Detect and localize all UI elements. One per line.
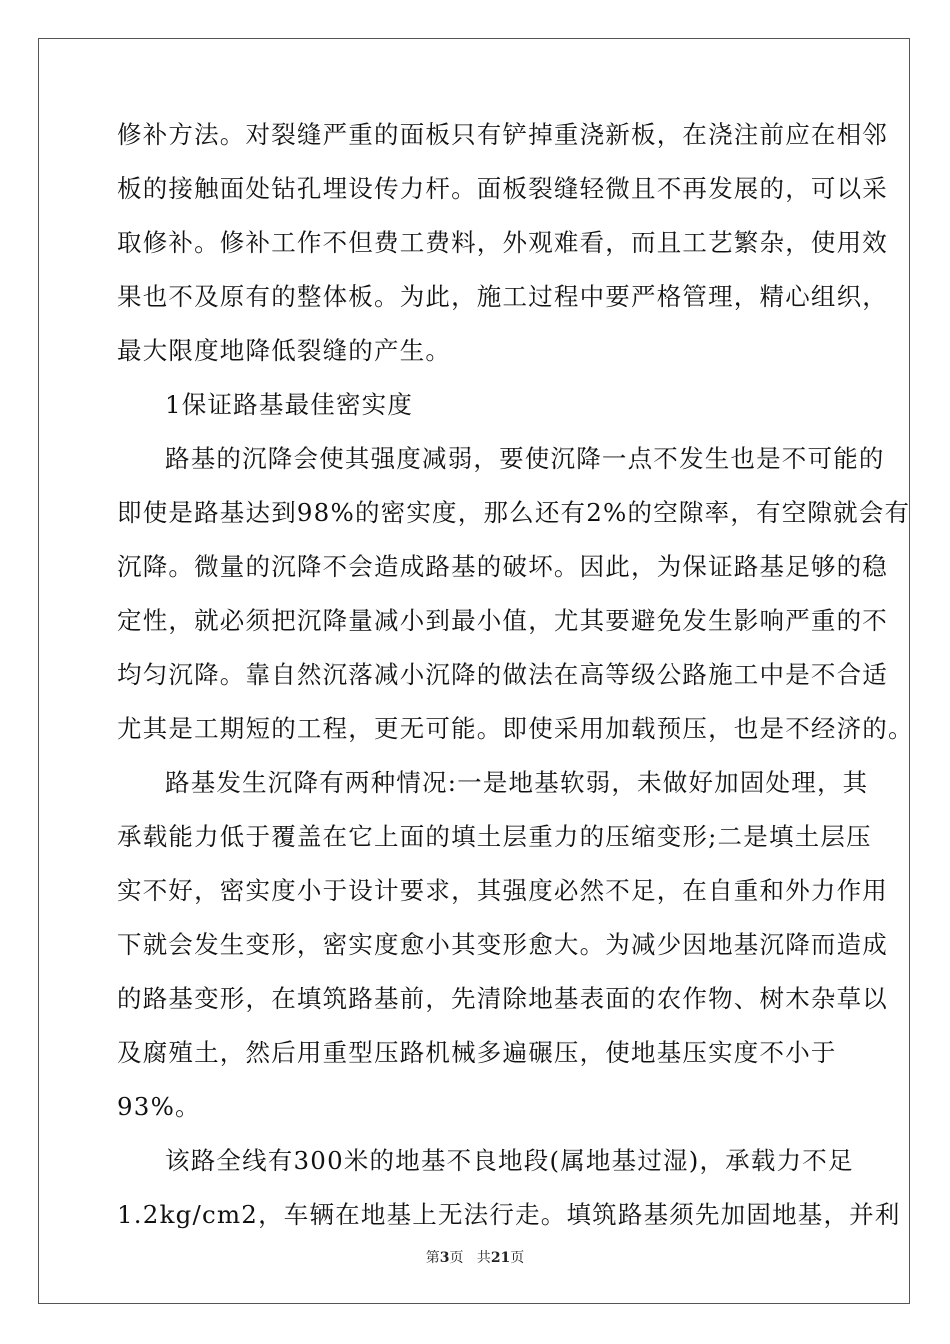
text-line-19: 93%。 xyxy=(117,1092,201,1121)
text-line-18: 及腐殖土，然后用重型压路机械多遍碾压，使地基压实度不小于 xyxy=(117,1038,837,1067)
page-footer xyxy=(0,1249,950,1267)
document-body xyxy=(117,120,914,1254)
total-pages: 21 xyxy=(490,1250,511,1266)
text-line-5: 最大限度地降低裂缝的产生。 xyxy=(117,336,452,365)
section-heading: 1保证路基最佳密实度 xyxy=(165,390,414,419)
text-line-14: 承载能力低于覆盖在它上面的填土层重力的压缩变形;二是填土层压 xyxy=(117,822,872,851)
text-line-15: 实不好，密实度小于设计要求，其强度必然不足，在自重和外力作用 xyxy=(117,876,888,905)
page-number: 3 xyxy=(439,1250,450,1266)
text-line-3: 取修补。修补工作不但费工费料，外观难看，而且工艺繁杂，使用效 xyxy=(117,228,888,257)
total-prefix: 共 xyxy=(476,1250,491,1266)
text-line-9: 沉降。微量的沉降不会造成路基的破坏。因此，为保证路基足够的稳 xyxy=(117,552,888,581)
text-line-2: 板的接触面处钻孔埋设传力杆。面板裂缝轻微且不再发展的，可以采 xyxy=(117,174,888,203)
page-suffix: 页 xyxy=(449,1250,464,1266)
text-line-10: 定性，就必须把沉降量减小到最小值，尤其要避免发生影响严重的不 xyxy=(117,606,888,635)
text-line-12: 尤其是工期短的工程，更无可能。即使采用加载预压，也是不经济的。 xyxy=(117,714,914,743)
text-line-16: 下就会发生变形，密实度愈小其变形愈大。为减少因地基沉降而造成 xyxy=(117,930,888,959)
text-line-11: 均匀沉降。靠自然沉落减小沉降的做法在高等级公路施工中是不合适 xyxy=(117,660,888,689)
text-line-1: 修补方法。对裂缝严重的面板只有铲掉重浇新板，在浇注前应在相邻 xyxy=(117,120,888,149)
text-line-21: 1.2kg/cm2，车辆在地基上无法行走。填筑路基须先加固地基，并利 xyxy=(117,1200,901,1229)
text-line-13: 路基发生沉降有两种情况:一是地基软弱，未做好加固处理，其 xyxy=(165,768,869,797)
total-suffix: 页 xyxy=(510,1250,525,1266)
text-line-7: 路基的沉降会使其强度减弱，要使沉降一点不发生也是不可能的 xyxy=(165,444,885,473)
text-line-20: 该路全线有300米的地基不良地段(属地基过湿)，承载力不足 xyxy=(165,1146,854,1175)
text-line-4: 果也不及原有的整体板。为此，施工过程中要严格管理，精心组织， xyxy=(117,282,888,311)
text-line-8: 即使是路基达到98%的密实度，那么还有2%的空隙率，有空隙就会有 xyxy=(117,498,911,527)
page-prefix: 第 xyxy=(425,1250,440,1266)
text-line-17: 的路基变形，在填筑路基前，先清除地基表面的农作物、树木杂草以 xyxy=(117,984,888,1013)
